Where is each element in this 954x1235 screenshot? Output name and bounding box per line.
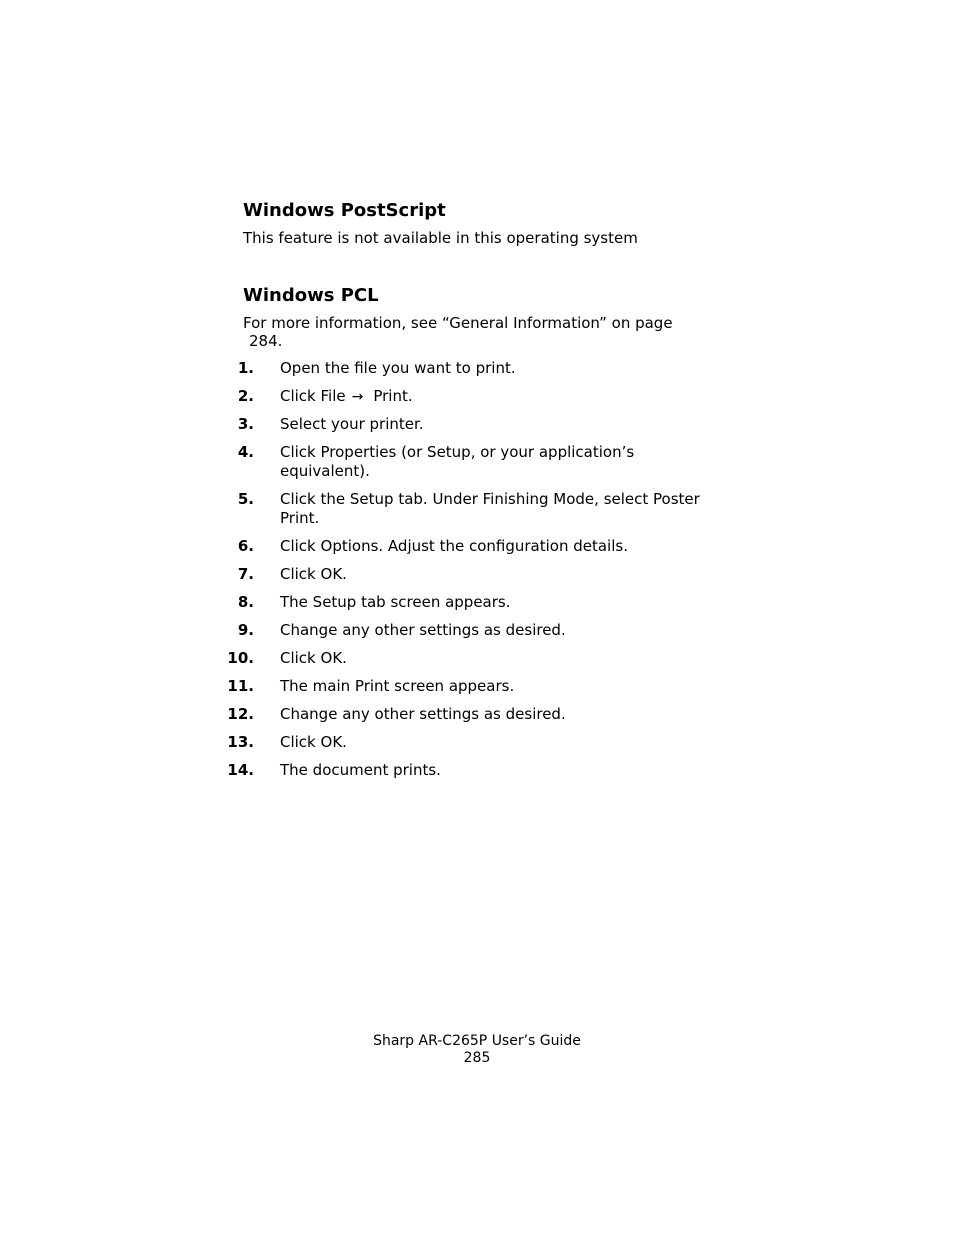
step-number: 10.: [227, 649, 254, 667]
step-number: 1.: [237, 359, 254, 377]
postscript-note: This feature is not available in this operating system: [243, 229, 638, 247]
step-text: Change any other settings as desired.: [280, 705, 566, 723]
step-number: 2.: [237, 387, 254, 405]
step-text: [280, 387, 730, 407]
step-text: Click Options. Adjust the configuration details.: [280, 537, 628, 555]
step-number: 12.: [227, 705, 254, 723]
step-text-part: Print.: [373, 387, 413, 405]
step-number: 11.: [227, 677, 254, 695]
step-number: 9.: [237, 621, 254, 639]
step-number: 3.: [237, 415, 254, 433]
step-number: 4.: [237, 443, 254, 461]
step-text: Change any other settings as desired.: [280, 621, 566, 639]
step-number: 14.: [227, 761, 254, 779]
step-text: The main Print screen appears.: [280, 677, 515, 695]
step-number: 7.: [237, 565, 254, 583]
pcl-reference-line-1: For more information, see “General Information” on page: [243, 314, 673, 332]
step-text: Click OK.: [280, 565, 347, 583]
section-heading-windows-postscript: Windows PostScript: [243, 200, 446, 221]
pcl-reference-page-link[interactable]: 284.: [249, 332, 283, 350]
section-heading-windows-pcl: Windows PCL: [243, 285, 379, 306]
step-text: Select your printer.: [280, 415, 424, 433]
step-text: Click OK.: [280, 649, 347, 667]
arrow-right-icon: →: [351, 389, 364, 405]
step-number: 6.: [237, 537, 254, 555]
step-text: Click OK.: [280, 733, 347, 751]
footer-guide-title: Sharp AR-C265P User’s Guide: [373, 1033, 581, 1049]
step-text: Open the file you want to print.: [280, 359, 516, 377]
step-number: 5.: [237, 490, 254, 508]
step-text: The Setup tab screen appears.: [280, 593, 511, 611]
step-text: The document prints.: [280, 761, 441, 779]
step-text-part: Click File: [280, 387, 346, 405]
footer-page-number: 285: [463, 1050, 491, 1066]
pcl-reference-note: [243, 314, 713, 350]
step-text: Click the Setup tab. Under Finishing Mode, select Poster Print.: [280, 490, 700, 527]
step-number: 13.: [227, 733, 254, 751]
step-text: Click Properties (or Setup, or your application’s equivalent).: [280, 443, 635, 480]
step-number: 8.: [237, 593, 254, 611]
